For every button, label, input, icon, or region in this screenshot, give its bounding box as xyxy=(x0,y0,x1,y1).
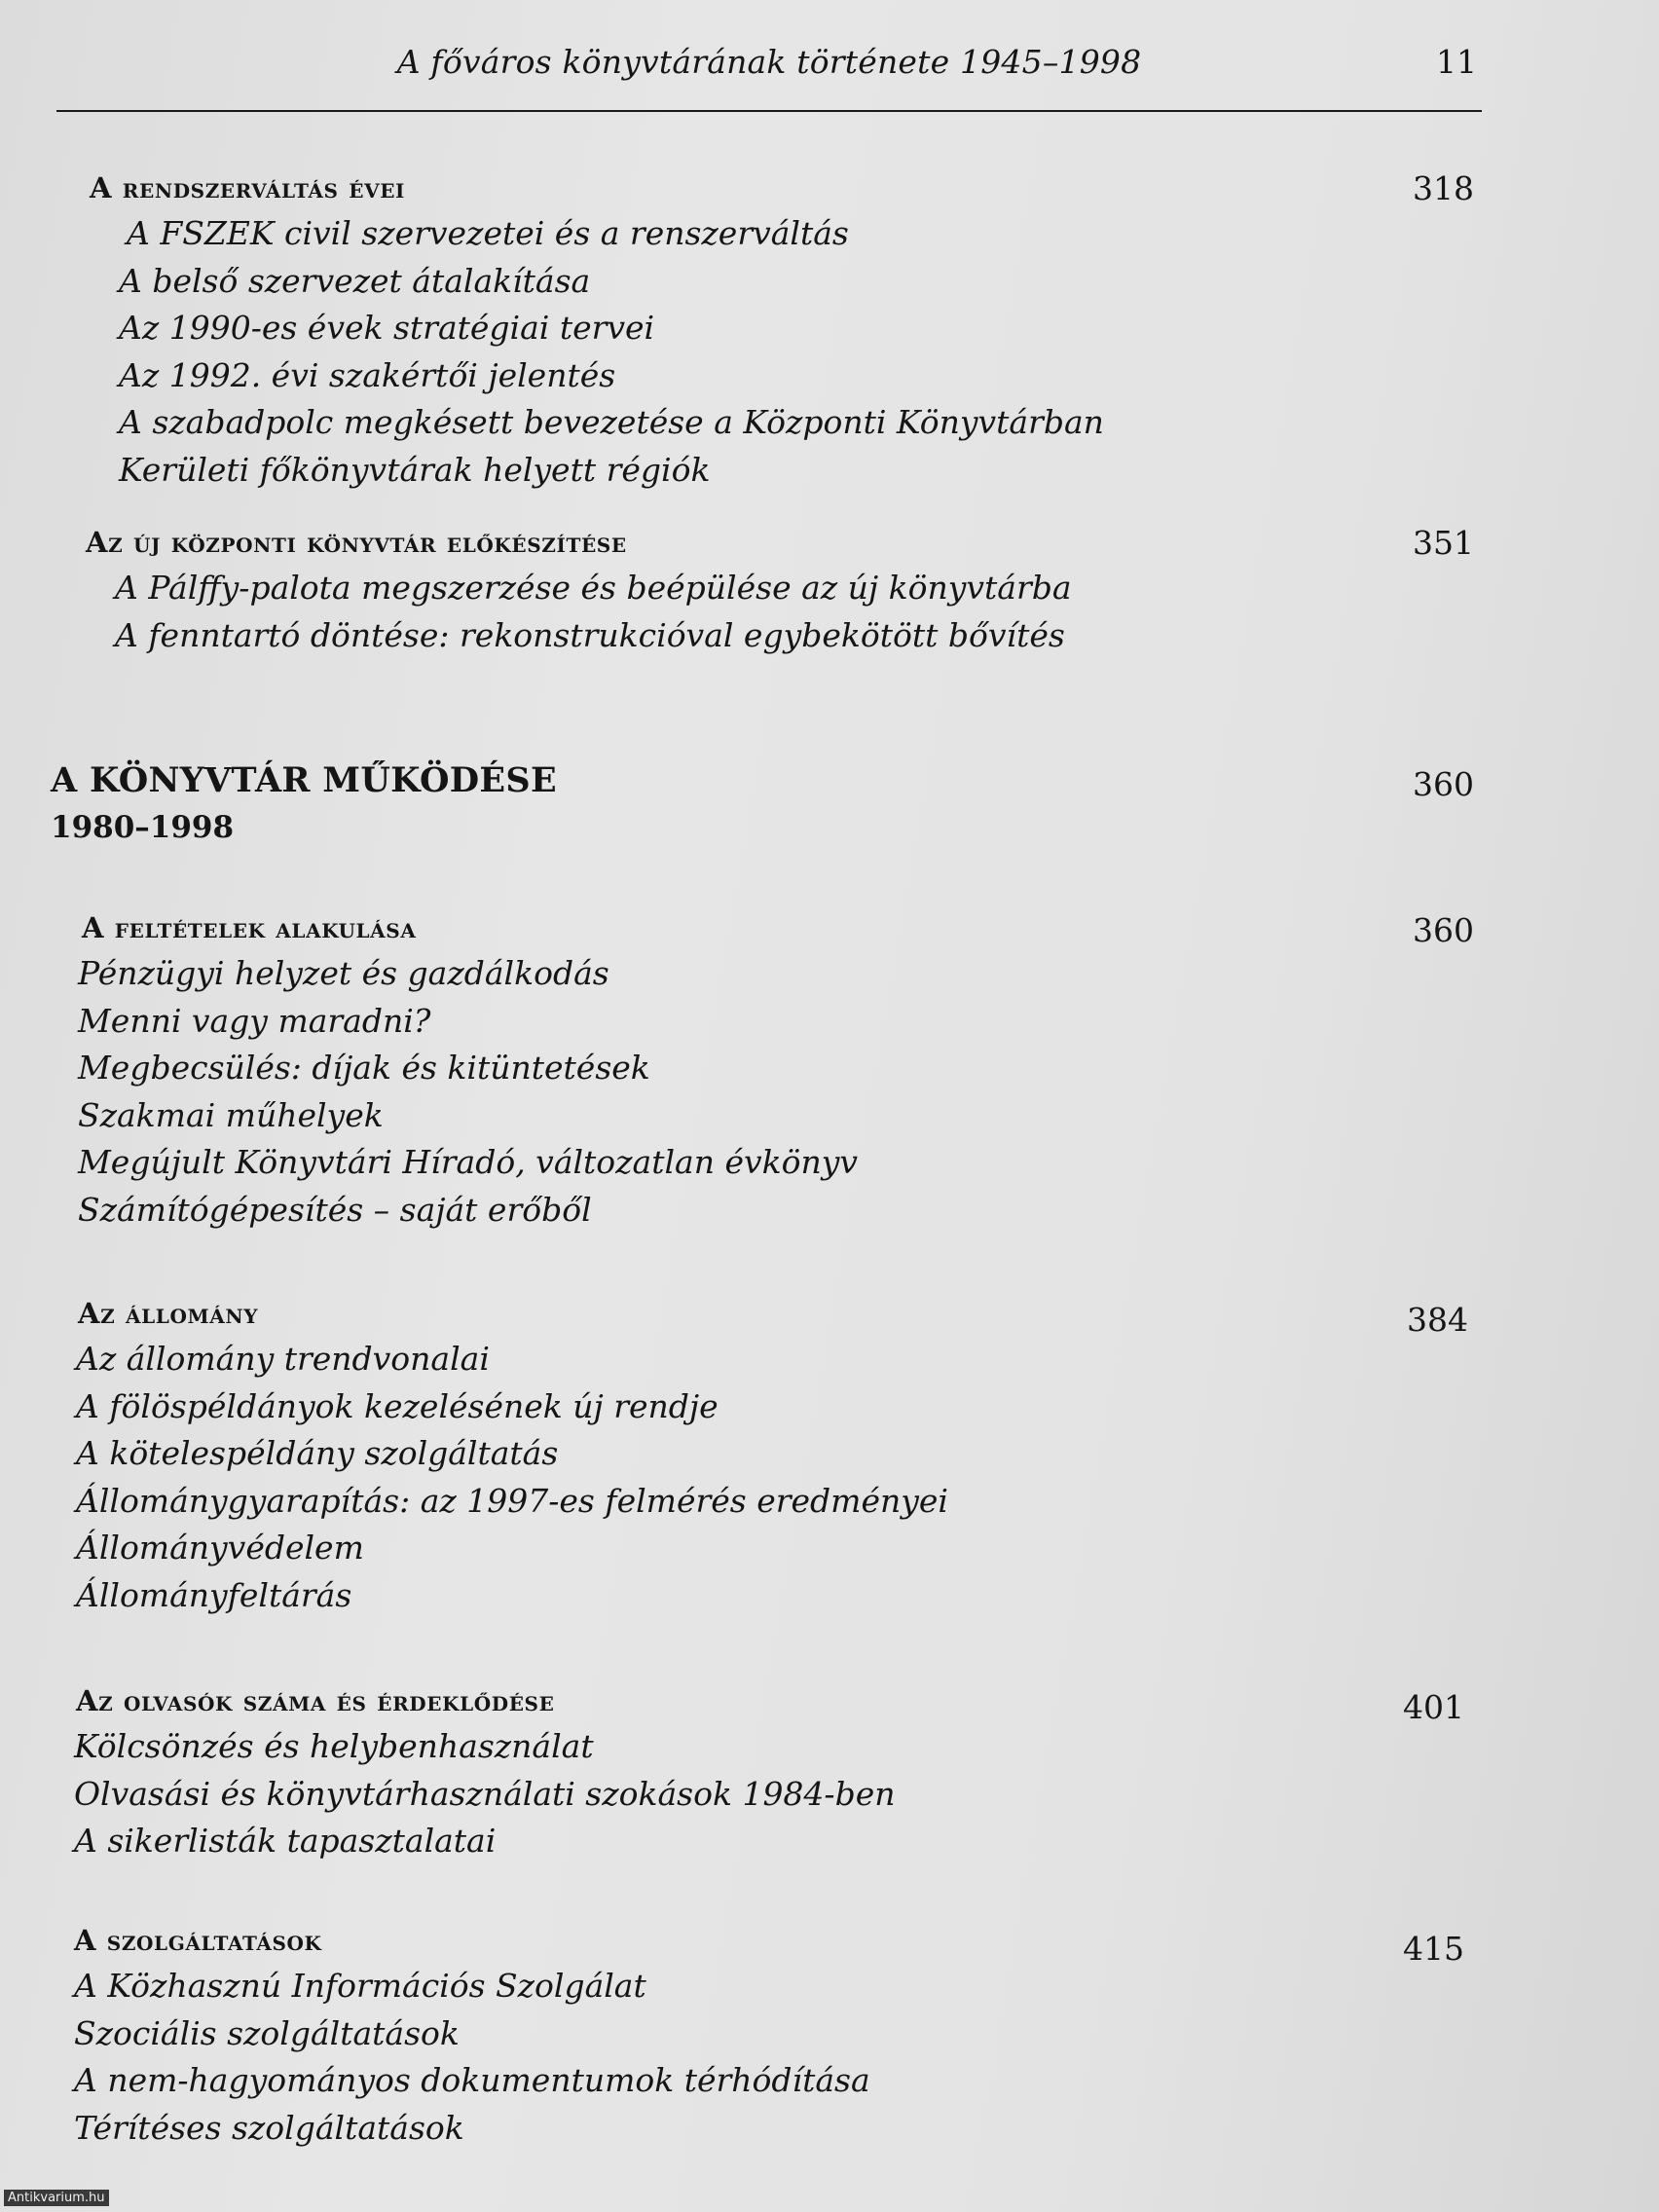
list-item: Számítógépesítés – saját erőből xyxy=(78,1190,592,1229)
list-item: Kerületi főkönyvtárak helyett régiók xyxy=(119,450,711,489)
list-item: A sikerlisták tapasztalatai xyxy=(74,1822,497,1860)
list-item: A belső szervezet átalakítása xyxy=(119,261,591,300)
list-item: Kölcsönzés és helybenhasználat xyxy=(74,1727,594,1765)
list-item: Az 1990-es évek stratégiai tervei xyxy=(119,309,655,347)
list-item: Térítéses szolgáltatások xyxy=(74,2108,464,2147)
list-item: Állományvédelem xyxy=(76,1529,364,1567)
header-page-number: 11 xyxy=(1436,43,1477,81)
section-item-list xyxy=(119,210,1104,494)
list-item: Állománygyarapítás: az 1997-es felmérés eredményei xyxy=(76,1481,948,1520)
section-heading: Az új központi könyvtár előkészítése xyxy=(86,526,627,559)
section-page-number: 415 xyxy=(1403,1930,1464,1968)
section-page-number: 360 xyxy=(1413,911,1474,949)
list-item: Olvasási és könyvtárhasználati szokások 1984-ben xyxy=(74,1774,896,1813)
chapter-years: 1980–1998 xyxy=(51,810,235,845)
list-item: Állományfeltárás xyxy=(76,1575,352,1614)
section-heading: Az olvasók száma és érdeklődése xyxy=(76,1684,555,1717)
section-page-number: 318 xyxy=(1413,169,1474,207)
list-item: A kötelespéldány szolgáltatás xyxy=(76,1434,559,1472)
section-item-list xyxy=(115,565,1072,659)
list-item: Megbecsülés: díjak és kitüntetések xyxy=(78,1049,650,1087)
section-item-list xyxy=(78,950,858,1234)
section-heading: A szolgáltatások xyxy=(74,1924,322,1957)
section-page-number: 351 xyxy=(1413,524,1474,562)
list-item: Menni vagy maradni? xyxy=(78,1001,431,1040)
list-item: Az állomány trendvonalai xyxy=(76,1340,490,1378)
list-item: A Pálffy-palota megszerzése és beépülése az új könyvtárba xyxy=(115,569,1072,607)
section-heading: Az állomány xyxy=(78,1297,259,1330)
list-item: A fenntartó döntése: rekonstrukcióval egybekötött bővítés xyxy=(115,615,1065,654)
list-item: Az 1992. évi szakértői jelentés xyxy=(119,355,616,394)
running-header xyxy=(56,0,1482,112)
section-page-number: 401 xyxy=(1403,1688,1464,1726)
section-heading: A feltételek alakulása xyxy=(82,911,417,944)
list-item: A fölöspéldányok kezelésének új rendje xyxy=(76,1386,719,1425)
section-item-list xyxy=(74,1723,895,1865)
list-item: Pénzügyi helyzet és gazdálkodás xyxy=(78,954,609,992)
section-item-list xyxy=(74,1963,870,2152)
chapter-page-number: 360 xyxy=(1413,765,1474,803)
list-item: Megújult Könyvtári Híradó, változatlan évkönyv xyxy=(78,1143,859,1181)
running-title: A főváros könyvtárának története 1945–1998 xyxy=(396,43,1142,81)
section-item-list xyxy=(76,1336,948,1619)
list-item: A FSZEK civil szervezetei és a renszerváltás xyxy=(127,214,849,252)
chapter-title: A KÖNYVTÁR MŰKÖDÉSE xyxy=(51,760,557,800)
list-item: A szabadpolc megkésett bevezetése a Központi Könyvtárban xyxy=(119,403,1104,441)
section-heading: A rendszerváltás évei xyxy=(90,171,406,204)
watermark-label: Antikvarium.hu xyxy=(4,2190,109,2206)
list-item: Szakmai műhelyek xyxy=(78,1095,384,1134)
list-item: A Közhasznú Információs Szolgálat xyxy=(74,1967,646,2005)
list-item: A nem-hagyományos dokumentumok térhódítása xyxy=(74,2061,870,2099)
section-page-number: 384 xyxy=(1407,1301,1468,1339)
list-item: Szociális szolgáltatások xyxy=(74,2013,460,2052)
